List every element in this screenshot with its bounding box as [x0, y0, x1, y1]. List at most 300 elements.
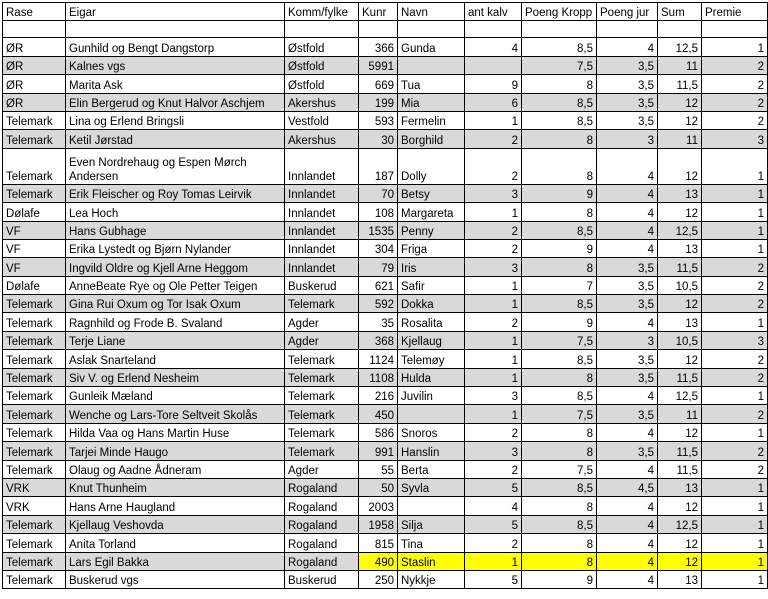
cell-poeng-kropp: 8 [522, 423, 597, 441]
cell-poeng-jur: 3,5 [597, 93, 658, 111]
cell-rase: VRK [3, 478, 66, 496]
cell-kunr: 1108 [359, 368, 398, 386]
cell-premie: 2 [702, 442, 768, 460]
cell-poeng-kropp: 8 [522, 130, 597, 148]
cell-navn: Snoros [398, 423, 465, 441]
cell-rase: Telemark [3, 405, 66, 423]
cell-poeng-kropp: 8,5 [522, 478, 597, 496]
header-kunr: Kunr [359, 3, 398, 21]
cell-rase: VF [3, 258, 66, 276]
table-row [3, 221, 768, 239]
cell-kunr: 592 [359, 295, 398, 313]
cell-sum: 12,5 [658, 38, 702, 56]
cell-eigar: Terje Liane [66, 331, 285, 349]
cell-sum: 12 [658, 93, 702, 111]
cell-poeng-kropp: 8,5 [522, 221, 597, 239]
cell-premie: 3 [702, 331, 768, 349]
cell-rase: Telemark [3, 130, 66, 148]
cell-navn [398, 56, 465, 74]
cell-premie: 1 [702, 478, 768, 496]
cell-sum: 10,5 [658, 331, 702, 349]
cell-poeng-kropp: 8 [522, 203, 597, 221]
cell-komm-fylke: Innlandet [285, 203, 359, 221]
cell-premie: 2 [702, 111, 768, 129]
cell-navn: Juvilin [398, 387, 465, 405]
cell-navn: Penny [398, 221, 465, 239]
cell-kunr: 2003 [359, 497, 398, 515]
cell-komm-fylke: Telemark [285, 423, 359, 441]
blank-row [3, 21, 768, 38]
cell-sum: 12 [658, 203, 702, 221]
cell-komm-fylke: Akershus [285, 93, 359, 111]
blank-cell [597, 21, 658, 38]
cell-poeng-kropp: 8,5 [522, 38, 597, 56]
cell-rase: Telemark [3, 442, 66, 460]
blank-cell [702, 21, 768, 38]
cell-poeng-jur: 4 [597, 313, 658, 331]
cell-premie: 1 [702, 184, 768, 202]
cell-kunr: 50 [359, 478, 398, 496]
cell-poeng-jur: 3,5 [597, 368, 658, 386]
cell-kunr: 815 [359, 534, 398, 552]
cell-eigar: Kjellaug Veshovda [66, 515, 285, 533]
cell-kunr: 250 [359, 570, 398, 588]
table-row [3, 56, 768, 74]
cell-eigar: Knut Thunheim [66, 478, 285, 496]
cell-ant-kalv: 1 [465, 111, 522, 129]
cell-sum: 11,5 [658, 75, 702, 93]
blank-cell [359, 21, 398, 38]
cell-komm-fylke: Rogaland [285, 534, 359, 552]
cell-kunr: 368 [359, 331, 398, 349]
livestock-results-table [2, 2, 768, 589]
cell-ant-kalv: 2 [465, 460, 522, 478]
cell-rase: Telemark [3, 515, 66, 533]
cell-premie: 1 [702, 387, 768, 405]
cell-ant-kalv: 2 [465, 534, 522, 552]
table-row [3, 405, 768, 423]
cell-poeng-kropp: 8 [522, 442, 597, 460]
cell-ant-kalv: 1 [465, 368, 522, 386]
cell-rase: Telemark [3, 552, 66, 570]
cell-navn: Dolly [398, 148, 465, 184]
cell-komm-fylke: Innlandet [285, 258, 359, 276]
cell-rase: Telemark [3, 570, 66, 588]
cell-kunr: 1958 [359, 515, 398, 533]
cell-rase: Telemark [3, 423, 66, 441]
cell-poeng-kropp: 8 [522, 148, 597, 184]
cell-ant-kalv: 2 [465, 148, 522, 184]
cell-komm-fylke: Innlandet [285, 239, 359, 257]
cell-komm-fylke: Vestfold [285, 111, 359, 129]
cell-kunr: 79 [359, 258, 398, 276]
blank-cell [285, 21, 359, 38]
cell-poeng-jur: 3,5 [597, 56, 658, 74]
table-row [3, 75, 768, 93]
cell-rase: Telemark [3, 313, 66, 331]
cell-ant-kalv: 2 [465, 221, 522, 239]
cell-komm-fylke: Telemark [285, 350, 359, 368]
cell-rase: ØR [3, 75, 66, 93]
cell-poeng-kropp: 7,5 [522, 460, 597, 478]
cell-ant-kalv: 1 [465, 350, 522, 368]
cell-navn: Mia [398, 93, 465, 111]
cell-navn: Nykkje [398, 570, 465, 588]
cell-premie: 1 [702, 570, 768, 588]
table-row [3, 184, 768, 202]
header-sum: Sum [658, 3, 702, 21]
cell-rase: Telemark [3, 184, 66, 202]
cell-kunr: 108 [359, 203, 398, 221]
cell-komm-fylke: Telemark [285, 405, 359, 423]
cell-sum: 11,5 [658, 258, 702, 276]
cell-komm-fylke: Innlandet [285, 221, 359, 239]
header-ant-kalv: ant kalv [465, 3, 522, 21]
cell-rase: ØR [3, 56, 66, 74]
cell-navn: Berta [398, 460, 465, 478]
cell-kunr: 35 [359, 313, 398, 331]
cell-komm-fylke: Telemark [285, 387, 359, 405]
cell-komm-fylke: Buskerud [285, 570, 359, 588]
cell-sum: 12 [658, 111, 702, 129]
cell-komm-fylke: Østfold [285, 38, 359, 56]
cell-poeng-jur: 4 [597, 497, 658, 515]
cell-komm-fylke: Agder [285, 313, 359, 331]
cell-poeng-jur: 4,5 [597, 478, 658, 496]
table-row [3, 130, 768, 148]
cell-eigar: Erika Lystedt og Bjørn Nylander [66, 239, 285, 257]
cell-rase: Telemark [3, 534, 66, 552]
cell-navn: Fermelin [398, 111, 465, 129]
cell-premie: 3 [702, 130, 768, 148]
cell-poeng-kropp: 9 [522, 239, 597, 257]
cell-rase: VRK [3, 497, 66, 515]
header-eigar: Eigar [66, 3, 285, 21]
table-row [3, 460, 768, 478]
cell-kunr: 991 [359, 442, 398, 460]
cell-eigar: Lea Hoch [66, 203, 285, 221]
table-row [3, 515, 768, 533]
cell-poeng-kropp: 8,5 [522, 515, 597, 533]
cell-komm-fylke: Agder [285, 331, 359, 349]
cell-navn [398, 497, 465, 515]
cell-sum: 13 [658, 313, 702, 331]
cell-poeng-jur: 3,5 [597, 295, 658, 313]
cell-sum: 11 [658, 56, 702, 74]
cell-premie: 2 [702, 56, 768, 74]
cell-navn: Friga [398, 239, 465, 257]
header-premie: Premie [702, 3, 768, 21]
cell-rase: Telemark [3, 387, 66, 405]
cell-premie: 2 [702, 460, 768, 478]
cell-eigar: Erik Fleischer og Roy Tomas Leirvik [66, 184, 285, 202]
cell-sum: 12,5 [658, 387, 702, 405]
cell-premie: 2 [702, 368, 768, 386]
table-row [3, 368, 768, 386]
cell-poeng-kropp: 8,5 [522, 93, 597, 111]
cell-navn [398, 405, 465, 423]
cell-ant-kalv: 3 [465, 442, 522, 460]
table-row [3, 331, 768, 349]
cell-poeng-kropp: 8,5 [522, 350, 597, 368]
cell-sum: 11,5 [658, 460, 702, 478]
cell-poeng-jur: 4 [597, 387, 658, 405]
cell-sum: 12 [658, 350, 702, 368]
cell-sum: 12 [658, 534, 702, 552]
cell-poeng-kropp: 8,5 [522, 387, 597, 405]
cell-poeng-kropp: 8 [522, 75, 597, 93]
cell-rase: VF [3, 239, 66, 257]
cell-poeng-kropp: 8 [522, 258, 597, 276]
cell-kunr: 621 [359, 276, 398, 294]
table-row [3, 497, 768, 515]
cell-poeng-kropp: 7,5 [522, 56, 597, 74]
cell-navn: Syvla [398, 478, 465, 496]
cell-premie: 1 [702, 148, 768, 184]
cell-rase: Telemark [3, 148, 66, 184]
table-row [3, 276, 768, 294]
cell-poeng-kropp: 7 [522, 276, 597, 294]
cell-ant-kalv: 2 [465, 130, 522, 148]
cell-poeng-jur: 3,5 [597, 75, 658, 93]
cell-rase: Telemark [3, 368, 66, 386]
cell-rase: ØR [3, 93, 66, 111]
cell-eigar: Buskerud vgs [66, 570, 285, 588]
table-row [3, 478, 768, 496]
cell-eigar: Even Nordrehaug og Espen Mørch Andersen [66, 148, 285, 184]
cell-eigar: Olaug og Aadne Ådneram [66, 460, 285, 478]
cell-poeng-jur: 3,5 [597, 442, 658, 460]
header-poeng-jur: Poeng jur [597, 3, 658, 21]
cell-kunr: 586 [359, 423, 398, 441]
cell-komm-fylke: Østfold [285, 56, 359, 74]
cell-rase: ØR [3, 38, 66, 56]
cell-poeng-kropp: 8,5 [522, 295, 597, 313]
table-row [3, 570, 768, 588]
cell-rase: Telemark [3, 111, 66, 129]
cell-komm-fylke: Rogaland [285, 497, 359, 515]
cell-rase: Dølafe [3, 203, 66, 221]
cell-poeng-jur: 4 [597, 552, 658, 570]
cell-navn: Betsy [398, 184, 465, 202]
cell-poeng-jur: 4 [597, 148, 658, 184]
cell-premie: 1 [702, 313, 768, 331]
cell-ant-kalv: 1 [465, 331, 522, 349]
cell-komm-fylke: Buskerud [285, 276, 359, 294]
blank-cell [522, 21, 597, 38]
blank-cell [66, 21, 285, 38]
cell-navn: Silja [398, 515, 465, 533]
blank-cell [658, 21, 702, 38]
table-row [3, 38, 768, 56]
cell-poeng-jur: 3,5 [597, 350, 658, 368]
table-row [3, 203, 768, 221]
cell-eigar: Ingvild Oldre og Kjell Arne Heggom [66, 258, 285, 276]
cell-kunr: 669 [359, 75, 398, 93]
cell-komm-fylke: Rogaland [285, 478, 359, 496]
cell-ant-kalv: 3 [465, 258, 522, 276]
cell-navn: Rosalita [398, 313, 465, 331]
cell-kunr: 199 [359, 93, 398, 111]
cell-premie: 2 [702, 75, 768, 93]
cell-kunr: 216 [359, 387, 398, 405]
cell-sum: 11,5 [658, 442, 702, 460]
cell-premie: 1 [702, 221, 768, 239]
cell-sum: 13 [658, 478, 702, 496]
table-row [3, 313, 768, 331]
cell-navn: Tua [398, 75, 465, 93]
cell-ant-kalv: 4 [465, 497, 522, 515]
cell-komm-fylke: Agder [285, 460, 359, 478]
table-row [3, 423, 768, 441]
cell-ant-kalv: 1 [465, 276, 522, 294]
cell-premie: 2 [702, 93, 768, 111]
cell-poeng-jur: 4 [597, 38, 658, 56]
cell-sum: 13 [658, 239, 702, 257]
cell-komm-fylke: Telemark [285, 442, 359, 460]
cell-ant-kalv: 5 [465, 515, 522, 533]
cell-poeng-jur: 3,5 [597, 276, 658, 294]
cell-poeng-jur: 4 [597, 534, 658, 552]
table-row [3, 387, 768, 405]
cell-poeng-kropp: 7,5 [522, 331, 597, 349]
cell-sum: 12,5 [658, 515, 702, 533]
cell-ant-kalv: 3 [465, 387, 522, 405]
cell-eigar: Kalnes vgs [66, 56, 285, 74]
cell-premie: 1 [702, 552, 768, 570]
cell-navn: Borghild [398, 130, 465, 148]
table-row [3, 239, 768, 257]
cell-rase: Telemark [3, 350, 66, 368]
cell-navn: Margareta [398, 203, 465, 221]
cell-komm-fylke: Rogaland [285, 515, 359, 533]
cell-premie: 1 [702, 38, 768, 56]
cell-sum: 12,5 [658, 221, 702, 239]
cell-komm-fylke: Østfold [285, 75, 359, 93]
table-row [3, 93, 768, 111]
cell-sum: 10,5 [658, 276, 702, 294]
cell-poeng-kropp: 7,5 [522, 405, 597, 423]
cell-navn: Gunda [398, 38, 465, 56]
cell-navn: Telemøy [398, 350, 465, 368]
cell-eigar: Aslak Snarteland [66, 350, 285, 368]
cell-poeng-jur: 4 [597, 203, 658, 221]
cell-ant-kalv: 4 [465, 38, 522, 56]
table-row [3, 148, 768, 184]
cell-sum: 11 [658, 130, 702, 148]
cell-sum: 12 [658, 497, 702, 515]
cell-ant-kalv: 2 [465, 313, 522, 331]
cell-poeng-jur: 3 [597, 331, 658, 349]
cell-poeng-jur: 4 [597, 184, 658, 202]
cell-premie: 1 [702, 497, 768, 515]
cell-kunr: 450 [359, 405, 398, 423]
cell-ant-kalv: 2 [465, 423, 522, 441]
cell-premie: 2 [702, 258, 768, 276]
cell-kunr: 5991 [359, 56, 398, 74]
cell-sum: 12 [658, 295, 702, 313]
header-navn: Navn [398, 3, 465, 21]
cell-ant-kalv: 1 [465, 552, 522, 570]
cell-kunr: 366 [359, 38, 398, 56]
cell-sum: 13 [658, 570, 702, 588]
cell-poeng-kropp: 9 [522, 184, 597, 202]
cell-eigar: Lars Egil Bakka [66, 552, 285, 570]
cell-kunr: 70 [359, 184, 398, 202]
cell-eigar: Lina og Erlend Bringsli [66, 111, 285, 129]
cell-ant-kalv: 5 [465, 478, 522, 496]
cell-ant-kalv: 3 [465, 184, 522, 202]
cell-ant-kalv: 5 [465, 570, 522, 588]
cell-eigar: Siv V. og Erlend Nesheim [66, 368, 285, 386]
cell-kunr: 490 [359, 552, 398, 570]
cell-kunr: 593 [359, 111, 398, 129]
cell-eigar: Gunhild og Bengt Dangstorp [66, 38, 285, 56]
cell-rase: Telemark [3, 460, 66, 478]
cell-poeng-jur: 4 [597, 221, 658, 239]
table-row [3, 534, 768, 552]
cell-poeng-jur: 3,5 [597, 258, 658, 276]
cell-kunr: 187 [359, 148, 398, 184]
cell-kunr: 1124 [359, 350, 398, 368]
cell-kunr: 1535 [359, 221, 398, 239]
cell-komm-fylke: Akershus [285, 130, 359, 148]
cell-navn: Kjellaug [398, 331, 465, 349]
blank-cell [465, 21, 522, 38]
cell-poeng-kropp: 9 [522, 313, 597, 331]
cell-komm-fylke: Telemark [285, 295, 359, 313]
cell-poeng-kropp: 8,5 [522, 111, 597, 129]
cell-rase: Dølafe [3, 276, 66, 294]
table-row [3, 295, 768, 313]
table-row [3, 552, 768, 570]
cell-navn: Iris [398, 258, 465, 276]
cell-poeng-kropp: 8 [522, 368, 597, 386]
cell-navn: Safir [398, 276, 465, 294]
table-row [3, 442, 768, 460]
cell-premie: 2 [702, 295, 768, 313]
cell-eigar: AnneBeate Rye og Ole Petter Teigen [66, 276, 285, 294]
cell-eigar: Elin Bergerud og Knut Halvor Aschjem [66, 93, 285, 111]
cell-premie: 1 [702, 423, 768, 441]
cell-poeng-jur: 4 [597, 515, 658, 533]
cell-navn: Hulda [398, 368, 465, 386]
cell-kunr: 55 [359, 460, 398, 478]
cell-premie: 2 [702, 350, 768, 368]
table-row [3, 258, 768, 276]
cell-poeng-jur: 4 [597, 239, 658, 257]
cell-komm-fylke: Rogaland [285, 552, 359, 570]
cell-eigar: Anita Torland [66, 534, 285, 552]
header-rase: Rase [3, 3, 66, 21]
cell-rase: Telemark [3, 295, 66, 313]
cell-poeng-kropp: 8 [522, 552, 597, 570]
cell-navn: Staslin [398, 552, 465, 570]
cell-eigar: Ragnhild og Frode B. Svaland [66, 313, 285, 331]
blank-cell [3, 21, 66, 38]
cell-sum: 12 [658, 552, 702, 570]
cell-kunr: 30 [359, 130, 398, 148]
cell-ant-kalv: 1 [465, 405, 522, 423]
cell-premie: 1 [702, 534, 768, 552]
cell-eigar: Ketil Jørstad [66, 130, 285, 148]
cell-poeng-kropp: 8 [522, 534, 597, 552]
cell-premie: 1 [702, 203, 768, 221]
cell-rase: VF [3, 221, 66, 239]
cell-komm-fylke: Innlandet [285, 184, 359, 202]
cell-navn: Tina [398, 534, 465, 552]
cell-eigar: Gina Rui Oxum og Tor Isak Oxum [66, 295, 285, 313]
